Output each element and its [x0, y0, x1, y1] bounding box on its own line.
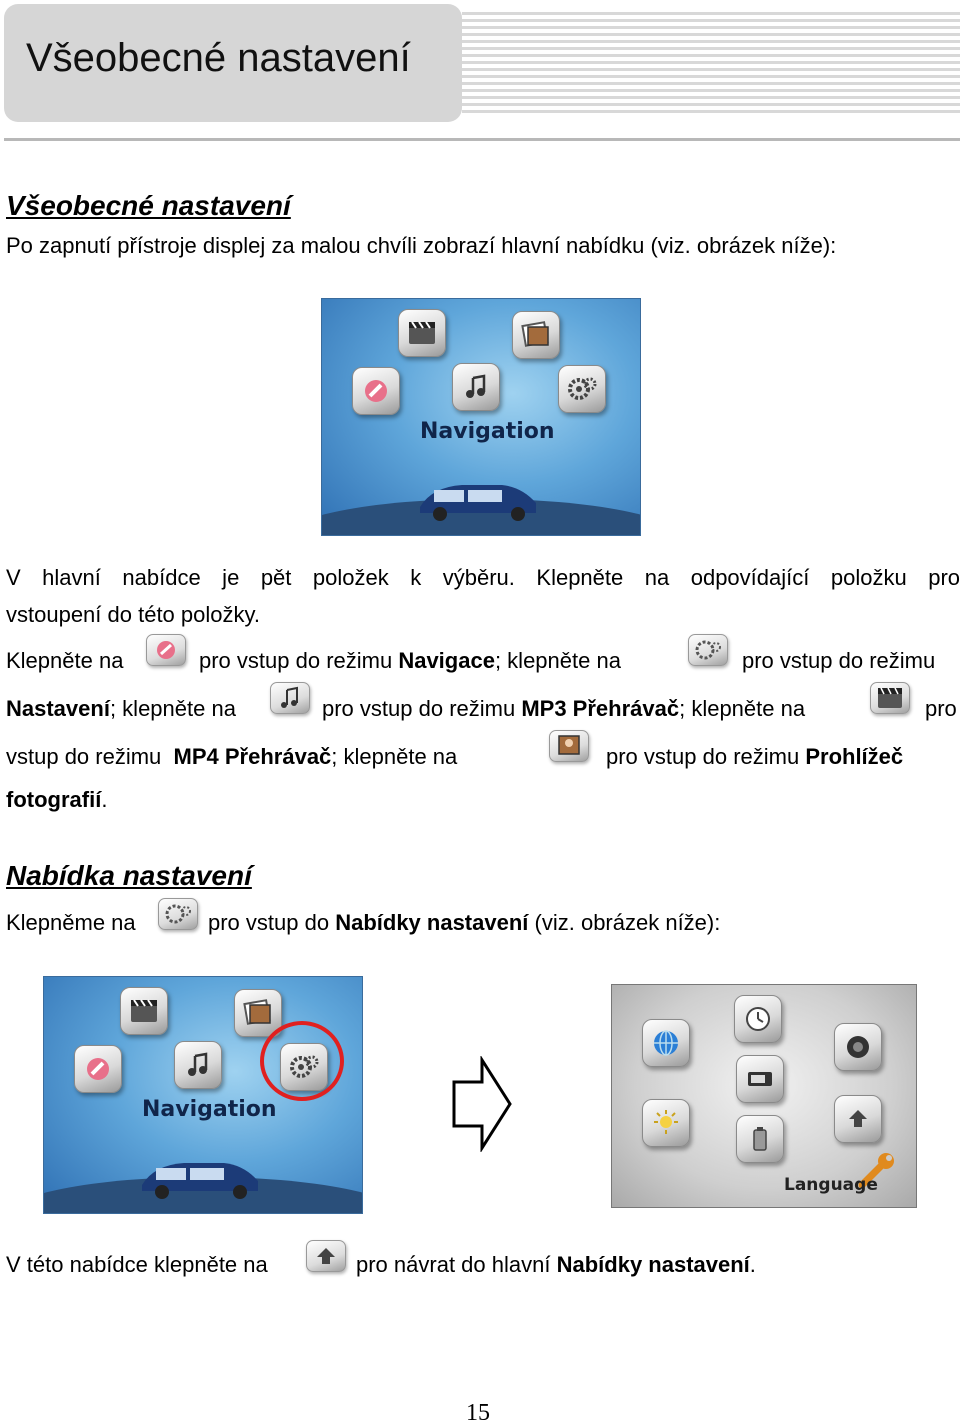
mp3-icon [270, 682, 310, 714]
header-divider [4, 138, 960, 141]
para2-text: fotografií. [6, 787, 108, 812]
para2-text: Nastavení; klepněte na [6, 696, 236, 721]
arrow-icon [452, 1056, 512, 1152]
navigation-label: Navigation [142, 1097, 277, 1122]
back-icon [306, 1240, 346, 1272]
clock-icon [734, 995, 782, 1043]
para1-line1: V hlavní nabídce je pět položek k výběru. Klepněte na odpovídající položku pro [6, 565, 960, 590]
para2-text: pro vstup do režimu Navigace; klepněte na [199, 648, 621, 673]
section-title-general: Všeobecné nastavení [6, 190, 291, 221]
page-number: 15 [466, 1400, 490, 1426]
settings-icon [158, 898, 198, 930]
main-menu-screenshot-highlighted [43, 976, 363, 1214]
battery-icon [736, 1115, 784, 1163]
globe-icon [642, 1019, 690, 1067]
settings-menu-screenshot [611, 984, 917, 1208]
footer-text: pro návrat do hlavní Nabídky nastavení. [356, 1252, 756, 1277]
navigation-icon [146, 634, 186, 666]
mp4-icon [870, 682, 910, 714]
page-title: Všeobecné nastavení [26, 36, 411, 80]
para2-text: pro vstup do režimu MP3 Přehrávač; klepněte na [322, 696, 806, 721]
para2-text: Klepněte na [6, 648, 124, 673]
photo-icon [512, 311, 560, 359]
mp4-icon [398, 309, 446, 357]
mp4-icon [120, 987, 168, 1035]
navigation-icon [74, 1045, 122, 1093]
header-decoration [462, 12, 960, 116]
language-label: Language [784, 1175, 878, 1195]
settings-icon [558, 365, 606, 413]
car-illustration [44, 1147, 362, 1213]
main-menu-screenshot [321, 298, 641, 536]
brightness-icon [642, 1099, 690, 1147]
para2-text: pro [925, 696, 957, 721]
navigation-label: Navigation [420, 419, 555, 444]
section2-text: Klepněme na [6, 910, 136, 935]
photo-icon [549, 730, 589, 762]
section-title-settings: Nabídka nastavení [6, 860, 252, 891]
highlight-circle [260, 1021, 344, 1101]
para2-text: pro vstup do režimu [742, 648, 936, 673]
back-icon [834, 1095, 882, 1143]
para2-text: vstup do režimu MP4 Přehrávač; klepněte na [6, 744, 458, 769]
mp3-icon [452, 363, 500, 411]
navigation-icon [352, 367, 400, 415]
display-icon [736, 1055, 784, 1103]
intro-text: Po zapnutí přístroje displej za malou chvíli zobrazí hlavní nabídku (viz. obrázek níže): [6, 233, 837, 258]
para2-text: pro vstup do režimu Prohlížeč [606, 744, 904, 769]
section2-text: pro vstup do Nabídky nastavení (viz. obrázek níže): [208, 910, 721, 935]
footer-text: V této nabídce klepněte na [6, 1252, 268, 1277]
car-illustration [322, 469, 640, 535]
settings-icon [688, 634, 728, 666]
para1-line2: vstoupení do této položky. [6, 602, 260, 627]
speaker-icon [834, 1023, 882, 1071]
mp3-icon [174, 1041, 222, 1089]
